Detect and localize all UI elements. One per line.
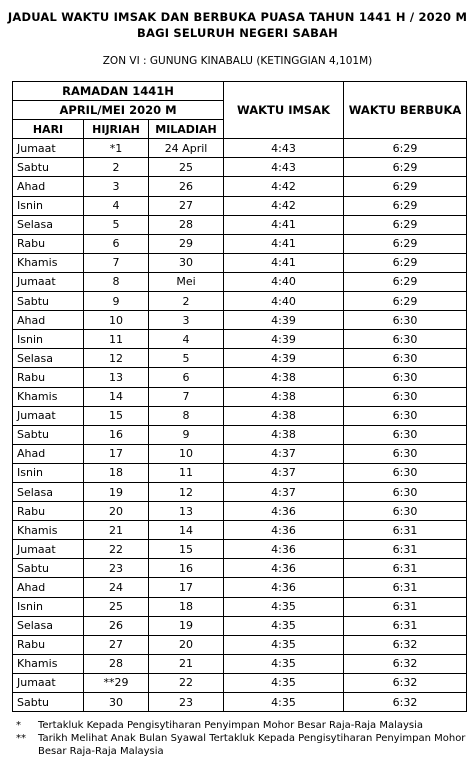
miladiah-cell: 15 — [149, 540, 224, 559]
table-row — [13, 406, 467, 425]
berbuka-time-cell: 6:29 — [344, 139, 467, 158]
table-row — [13, 196, 467, 215]
berbuka-time-cell: 6:30 — [344, 425, 467, 444]
miladiah-cell: 18 — [149, 597, 224, 616]
miladiah-cell: 4 — [149, 330, 224, 349]
hijriah-cell: 17 — [84, 444, 149, 463]
berbuka-time-cell: 6:29 — [344, 272, 467, 291]
berbuka-time-cell: 6:30 — [344, 311, 467, 330]
imsak-time-cell: 4:36 — [224, 540, 344, 559]
day-cell: Rabu — [13, 502, 84, 521]
berbuka-time-cell: 6:29 — [344, 292, 467, 311]
imsak-time-cell: 4:36 — [224, 502, 344, 521]
berbuka-time-cell: 6:29 — [344, 196, 467, 215]
hijriah-cell: 13 — [84, 368, 149, 387]
hijriah-cell: 22 — [84, 540, 149, 559]
table-row — [13, 272, 467, 291]
table-row — [13, 616, 467, 635]
berbuka-time-cell: 6:30 — [344, 444, 467, 463]
berbuka-time-cell: 6:29 — [344, 234, 467, 253]
day-cell: Ahad — [13, 177, 84, 196]
table-row — [13, 597, 467, 616]
table-row — [13, 387, 467, 406]
miladiah-cell: Mei — [149, 272, 224, 291]
imsak-time-cell: 4:37 — [224, 463, 344, 482]
berbuka-time-cell: 6:32 — [344, 693, 467, 712]
table-row — [13, 502, 467, 521]
miladiah-cell: 29 — [149, 234, 224, 253]
miladiah-cell: 10 — [149, 444, 224, 463]
imsak-time-cell: 4:35 — [224, 616, 344, 635]
imsak-time-cell: 4:41 — [224, 253, 344, 272]
hijriah-cell: 19 — [84, 482, 149, 501]
berbuka-time-cell: 6:30 — [344, 463, 467, 482]
miladiah-cell: 26 — [149, 177, 224, 196]
miladiah-cell: 11 — [149, 463, 224, 482]
miladiah-cell: 12 — [149, 482, 224, 501]
miladiah-cell: 5 — [149, 349, 224, 368]
hijriah-cell: 24 — [84, 578, 149, 597]
berbuka-time-cell: 6:30 — [344, 482, 467, 501]
berbuka-time-cell: 6:30 — [344, 502, 467, 521]
miladiah-cell: 25 — [149, 158, 224, 177]
imsak-time-cell: 4:36 — [224, 559, 344, 578]
hijriah-cell: 6 — [84, 234, 149, 253]
imsak-time-cell: 4:39 — [224, 311, 344, 330]
hari-column-header: HARI — [13, 120, 84, 139]
table-row — [13, 215, 467, 234]
day-cell: Ahad — [13, 444, 84, 463]
table-row — [13, 158, 467, 177]
miladiah-cell: 13 — [149, 502, 224, 521]
table-row — [13, 253, 467, 272]
day-cell: Rabu — [13, 635, 84, 654]
miladiah-cell: 3 — [149, 311, 224, 330]
day-cell: Selasa — [13, 349, 84, 368]
miladiah-cell: 9 — [149, 425, 224, 444]
miladiah-cell: 17 — [149, 578, 224, 597]
berbuka-time-cell: 6:30 — [344, 349, 467, 368]
miladiah-cell: 14 — [149, 521, 224, 540]
table-row — [13, 234, 467, 253]
imsak-time-cell: 4:35 — [224, 673, 344, 692]
hijriah-cell: 21 — [84, 521, 149, 540]
hijriah-cell: 30 — [84, 693, 149, 712]
hijriah-cell: **29 — [84, 673, 149, 692]
miladiah-cell: 22 — [149, 673, 224, 692]
imsak-time-cell: 4:40 — [224, 272, 344, 291]
day-cell: Selasa — [13, 616, 84, 635]
table-row — [13, 463, 467, 482]
imsak-time-cell: 4:39 — [224, 330, 344, 349]
hijriah-cell: 18 — [84, 463, 149, 482]
day-cell: Sabtu — [13, 158, 84, 177]
table-row — [13, 693, 467, 712]
berbuka-time-cell: 6:29 — [344, 177, 467, 196]
hijriah-cell: 10 — [84, 311, 149, 330]
table-row — [13, 425, 467, 444]
day-cell: Sabtu — [13, 693, 84, 712]
berbuka-time-cell: 6:29 — [344, 253, 467, 272]
miladiah-cell: 20 — [149, 635, 224, 654]
imsak-time-cell: 4:43 — [224, 158, 344, 177]
hijriah-column-header: HIJRIAH — [84, 120, 149, 139]
table-row — [13, 139, 467, 158]
miladiah-cell: 28 — [149, 215, 224, 234]
day-cell: Ahad — [13, 578, 84, 597]
day-cell: Rabu — [13, 368, 84, 387]
miladiah-cell: 16 — [149, 559, 224, 578]
hijriah-cell: 2 — [84, 158, 149, 177]
day-cell: Sabtu — [13, 425, 84, 444]
berbuka-time-cell: 6:31 — [344, 521, 467, 540]
berbuka-time-cell: 6:32 — [344, 654, 467, 673]
hijriah-cell: 12 — [84, 349, 149, 368]
table-row — [13, 635, 467, 654]
imsak-time-cell: 4:37 — [224, 444, 344, 463]
day-cell: Selasa — [13, 482, 84, 501]
imsak-time-cell: 4:36 — [224, 521, 344, 540]
table-row — [13, 482, 467, 501]
imsak-time-cell: 4:36 — [224, 578, 344, 597]
hijriah-cell: 4 — [84, 196, 149, 215]
day-cell: Sabtu — [13, 292, 84, 311]
table-row — [13, 292, 467, 311]
zone-label: ZON VI : GUNUNG KINABALU (KETINGGIAN 4,101M) — [102, 55, 373, 67]
day-cell: Khamis — [13, 521, 84, 540]
miladiah-cell: 27 — [149, 196, 224, 215]
day-cell: Jumaat — [13, 406, 84, 425]
imsak-time-cell: 4:43 — [224, 139, 344, 158]
table-row — [13, 311, 467, 330]
imsak-time-cell: 4:37 — [224, 482, 344, 501]
day-cell: Sabtu — [13, 559, 84, 578]
imsak-time-cell: 4:42 — [224, 177, 344, 196]
hijriah-cell: 11 — [84, 330, 149, 349]
berbuka-time-cell: 6:31 — [344, 578, 467, 597]
imsak-time-cell: 4:38 — [224, 406, 344, 425]
footnote-text: Tertakluk Kepada Pengisytiharan Penyimpan Mohor Besar Raja-Raja Malaysia — [38, 720, 424, 731]
table-row — [13, 349, 467, 368]
hijriah-cell: 26 — [84, 616, 149, 635]
day-cell: Isnin — [13, 330, 84, 349]
imsak-time-cell: 4:35 — [224, 635, 344, 654]
hijriah-cell: 16 — [84, 425, 149, 444]
hijriah-cell: 14 — [84, 387, 149, 406]
schedule-table — [12, 81, 467, 712]
table-row — [13, 673, 467, 692]
day-cell: Rabu — [13, 234, 84, 253]
day-cell: Jumaat — [13, 272, 84, 291]
table-row — [13, 177, 467, 196]
berbuka-time-cell: 6:29 — [344, 215, 467, 234]
footnotes — [12, 719, 466, 758]
imsak-time-cell: 4:39 — [224, 349, 344, 368]
day-cell: Jumaat — [13, 673, 84, 692]
berbuka-time-cell: 6:31 — [344, 559, 467, 578]
hijriah-cell: 3 — [84, 177, 149, 196]
imsak-time-cell: 4:42 — [224, 196, 344, 215]
day-cell: Isnin — [13, 597, 84, 616]
day-cell: Selasa — [13, 215, 84, 234]
miladiah-cell: 19 — [149, 616, 224, 635]
miladiah-column-header: MILADIAH — [149, 120, 224, 139]
hijriah-cell: 7 — [84, 253, 149, 272]
document-title-line-1: JADUAL WAKTU IMSAK DAN BERBUKA PUASA TAHUN 1441 H / 2020 M — [7, 10, 468, 24]
day-cell: Khamis — [13, 253, 84, 272]
footnote — [12, 732, 466, 758]
imsak-time-cell: 4:41 — [224, 215, 344, 234]
day-cell: Jumaat — [13, 139, 84, 158]
footnote-marker: * — [16, 720, 21, 731]
footnote-marker: ** — [16, 733, 26, 744]
hijriah-cell: 28 — [84, 654, 149, 673]
hijriah-cell: 8 — [84, 272, 149, 291]
hijriah-cell: *1 — [84, 139, 149, 158]
hijriah-cell: 20 — [84, 502, 149, 521]
hijriah-cell: 15 — [84, 406, 149, 425]
berbuka-time-cell: 6:31 — [344, 540, 467, 559]
ramadan-header: RAMADAN 1441H — [13, 82, 224, 101]
miladiah-cell: 6 — [149, 368, 224, 387]
berbuka-time-cell: 6:32 — [344, 673, 467, 692]
table-row — [13, 444, 467, 463]
day-cell: Khamis — [13, 654, 84, 673]
table-row — [13, 559, 467, 578]
berbuka-time-cell: 6:29 — [344, 158, 467, 177]
miladiah-cell: 2 — [149, 292, 224, 311]
miladiah-cell: 23 — [149, 693, 224, 712]
miladiah-cell: 21 — [149, 654, 224, 673]
imsak-time-cell: 4:38 — [224, 387, 344, 406]
table-row — [13, 540, 467, 559]
berbuka-time-cell: 6:30 — [344, 330, 467, 349]
miladiah-cell: 24 April — [149, 139, 224, 158]
berbuka-time-cell: 6:30 — [344, 406, 467, 425]
table-row — [13, 368, 467, 387]
table-row — [13, 521, 467, 540]
month-header: APRIL/MEI 2020 M — [13, 101, 224, 120]
footnote — [12, 719, 466, 732]
day-cell: Isnin — [13, 196, 84, 215]
hijriah-cell: 27 — [84, 635, 149, 654]
imsak-time-cell: 4:40 — [224, 292, 344, 311]
imsak-time-cell: 4:35 — [224, 597, 344, 616]
miladiah-cell: 30 — [149, 253, 224, 272]
berbuka-time-cell: 6:30 — [344, 387, 467, 406]
berbuka-time-cell: 6:31 — [344, 597, 467, 616]
hijriah-cell: 9 — [84, 292, 149, 311]
imsak-column-header: WAKTU IMSAK — [224, 82, 344, 139]
miladiah-cell: 7 — [149, 387, 224, 406]
imsak-time-cell: 4:35 — [224, 693, 344, 712]
table-row — [13, 578, 467, 597]
berbuka-time-cell: 6:30 — [344, 368, 467, 387]
hijriah-cell: 23 — [84, 559, 149, 578]
day-cell: Ahad — [13, 311, 84, 330]
day-cell: Jumaat — [13, 540, 84, 559]
berbuka-column-header: WAKTU BERBUKA — [344, 82, 467, 139]
table-row — [13, 654, 467, 673]
day-cell: Isnin — [13, 463, 84, 482]
table-row — [13, 330, 467, 349]
berbuka-time-cell: 6:32 — [344, 635, 467, 654]
footnote-text: Tarikh Melihat Anak Bulan Syawal Tertakluk Kepada Pengisytiharan Penyimpan Mohor Besar Raja-Raja Malaysia — [38, 733, 466, 757]
day-cell: Khamis — [13, 387, 84, 406]
miladiah-cell: 8 — [149, 406, 224, 425]
berbuka-time-cell: 6:31 — [344, 616, 467, 635]
document-title-line-2: BAGI SELURUH NEGERI SABAH — [137, 26, 338, 40]
hijriah-cell: 25 — [84, 597, 149, 616]
imsak-time-cell: 4:41 — [224, 234, 344, 253]
imsak-time-cell: 4:35 — [224, 654, 344, 673]
imsak-time-cell: 4:38 — [224, 368, 344, 387]
imsak-time-cell: 4:38 — [224, 425, 344, 444]
hijriah-cell: 5 — [84, 215, 149, 234]
